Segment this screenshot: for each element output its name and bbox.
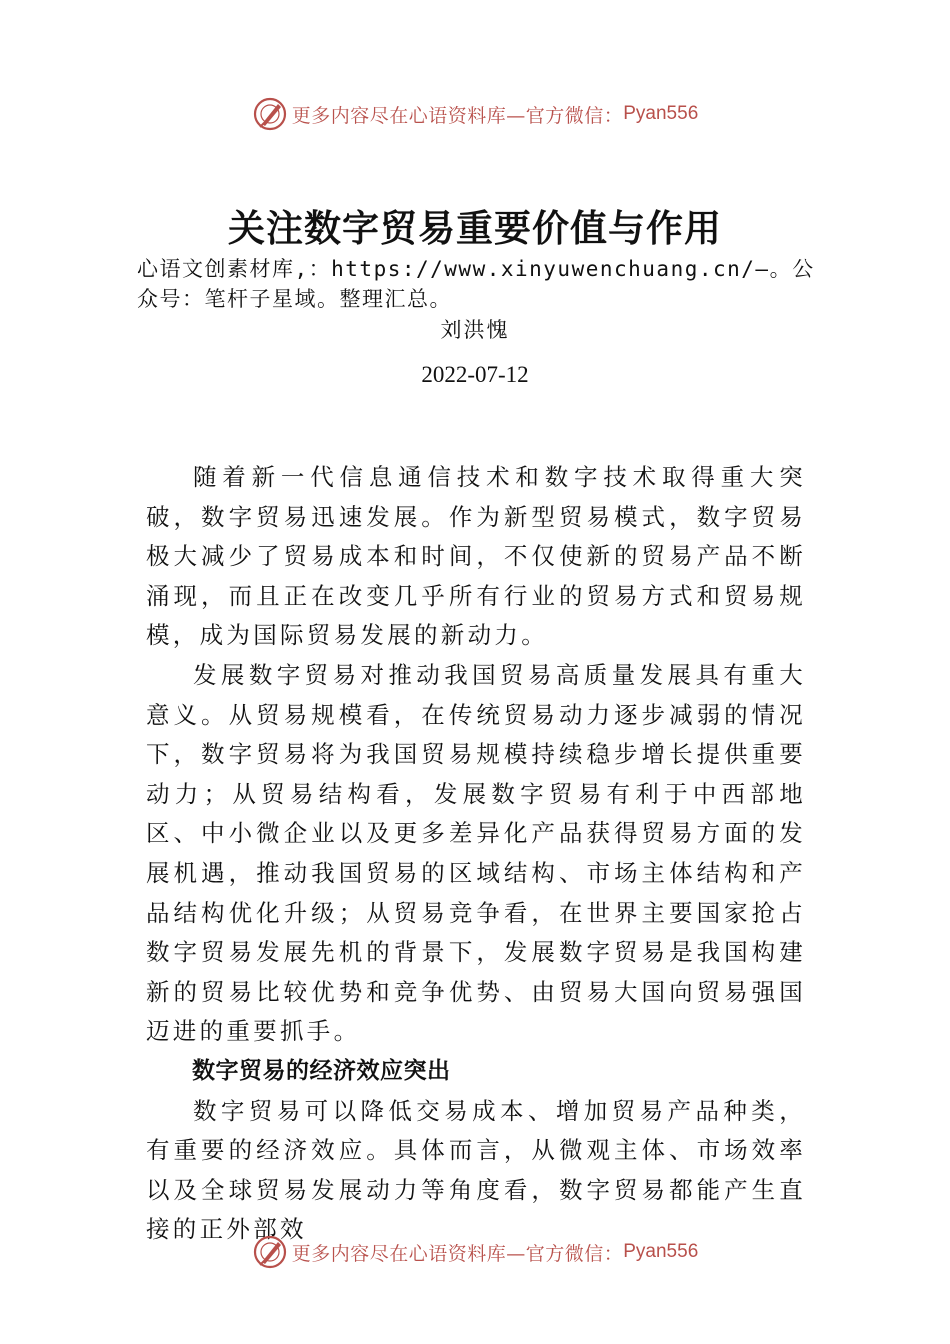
paragraph: 数字贸易可以降低交易成本、增加贸易产品种类，有重要的经济效应。具体而言，从微观主体、市场效率以及全球贸易发展动力等角度看，数字贸易都能产生直接的正外部效 xyxy=(146,1096,806,1244)
publish-date: 2022-07-12 xyxy=(421,362,529,387)
footer-banner xyxy=(0,1232,950,1272)
wechat-id: Pyan556 xyxy=(623,103,699,124)
banner-text: 更多内容尽在心语资料库—官方微信： xyxy=(291,1242,624,1265)
paragraph: 随着新一代信息通信技术和数字技术取得重大突破，数字贸易迅速发展。作为新型贸易模式，数字贸易极大减少了贸易成本和时间，不仅使新的贸易产品不断涌现，而且正在改变几乎所有行业的贸易方式和贸易规模，成为国际贸易发展的新动力。 xyxy=(146,463,806,650)
header-banner xyxy=(0,94,950,134)
source-line: 心语文创素材库,：https://www.xinyuwenchuang.cn/—。公众号：笔杆子星域。整理汇总。 xyxy=(137,257,815,311)
quill-logo-icon xyxy=(252,1234,288,1270)
article-body xyxy=(146,458,806,1250)
paragraph: 发展数字贸易对推动我国贸易高质量发展具有重大意义。从贸易规模看，在传统贸易动力逐步减弱的情况下，数字贸易将为我国贸易规模持续稳步增长提供重要动力；从贸易结构看，发展数字贸易有利于中西部地区、中小微企业以及更多差异化产品获得贸易方面的发展机遇，推动我国贸易的区域结构、市场主体结构和产品结构优化升级；从贸易竞争看，在世界主要国家抢占数字贸易发展先机的背景下，发展数字贸易是我国构建新的贸易比较优势和竞争优势、由贸易大国向贸易强国迈进的重要抓手。 xyxy=(146,660,806,1046)
author: 刘洪愧 xyxy=(440,318,510,342)
document-title: 关注数字贸易重要价值与作用 xyxy=(228,206,722,250)
wechat-id: Pyan556 xyxy=(623,1241,699,1262)
section-heading: 数字贸易的经济效应突出 xyxy=(192,1057,451,1084)
banner-text: 更多内容尽在心语资料库—官方微信： xyxy=(291,104,624,127)
quill-logo-icon xyxy=(252,96,288,132)
